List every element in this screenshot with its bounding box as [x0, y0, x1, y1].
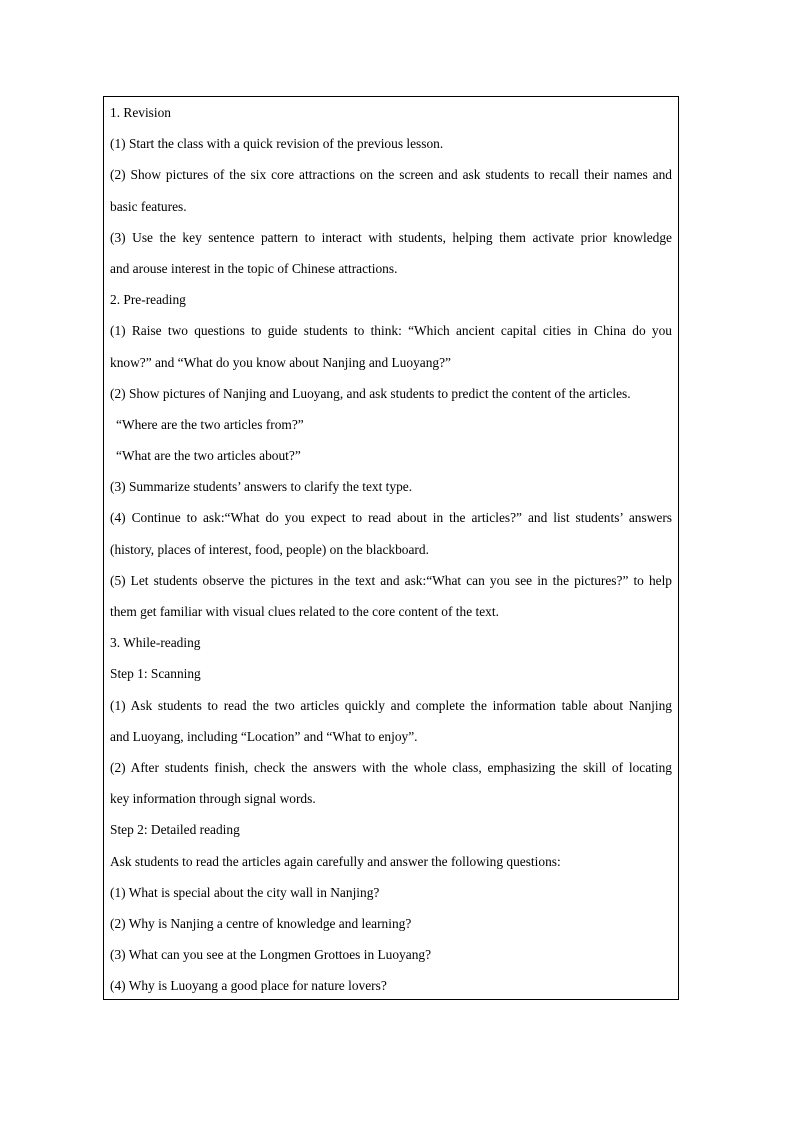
- text-line: (history, places of interest, food, people) on the blackboard.: [110, 541, 429, 557]
- text-line: and arouse interest in the topic of Chinese attractions.: [110, 260, 398, 276]
- text-line: (1) Start the class with a quick revision of the previous lesson.: [110, 136, 444, 152]
- text-line: Ask students to read the articles again carefully and answer the following questions:: [110, 853, 561, 869]
- text-line: (2) Why is Nanjing a centre of knowledge and learning?: [110, 915, 412, 931]
- text-line: (3) What can you see at the Longmen Grottoes in Luoyang?: [110, 947, 432, 963]
- text-line: (4) Continue to ask:“What do you expect to read about in the articles?” and list students’ answers: [110, 510, 672, 526]
- text-line: know?” and “What do you know about Nanjing and Luoyang?”: [110, 354, 451, 370]
- text-line: “Where are the two articles from?”: [116, 416, 304, 432]
- text-line: 1. Revision: [110, 105, 172, 120]
- text-line: Step 2: Detailed reading: [110, 822, 240, 838]
- text-line: (2) After students finish, check the answers with the whole class, emphasizing the skill of locating: [110, 759, 672, 775]
- text-line: (2) Show pictures of Nanjing and Luoyang, and ask students to predict the content of the articles.: [110, 385, 631, 401]
- text-line: Step 1: Scanning: [110, 666, 201, 682]
- text-line: key information through signal words.: [110, 791, 316, 807]
- text-line: (1) What is special about the city wall in Nanjing?: [110, 884, 380, 900]
- text-line: and Luoyang, including “Location” and “What to enjoy”.: [110, 728, 418, 744]
- text-line: (3) Use the key sentence pattern to interact with students, helping them activate prior knowledge: [110, 229, 672, 245]
- text-line: them get familiar with visual clues related to the core content of the text.: [110, 604, 499, 619]
- lesson-plan-table-cell: [103, 96, 679, 1000]
- text-line: “What are the two articles about?”: [116, 448, 301, 464]
- text-line: 3. While-reading: [110, 635, 201, 651]
- text-line: (5) Let students observe the pictures in the text and ask:“What can you see in the pictures?” to help: [110, 572, 672, 588]
- text-line: basic features.: [110, 198, 187, 214]
- text-line: (1) Ask students to read the two articles quickly and complete the information table about Nanjing: [110, 697, 672, 713]
- text-line: (4) Why is Luoyang a good place for nature lovers?: [110, 978, 387, 994]
- text-line: (3) Summarize students’ answers to clarify the text type.: [110, 479, 413, 495]
- text-line: (1) Raise two questions to guide students to think: “Which ancient capital cities in China do you: [110, 323, 672, 339]
- text-line: 2. Pre-reading: [110, 292, 186, 308]
- text-line: (2) Show pictures of the six core attractions on the screen and ask students to recall their names and: [110, 167, 672, 183]
